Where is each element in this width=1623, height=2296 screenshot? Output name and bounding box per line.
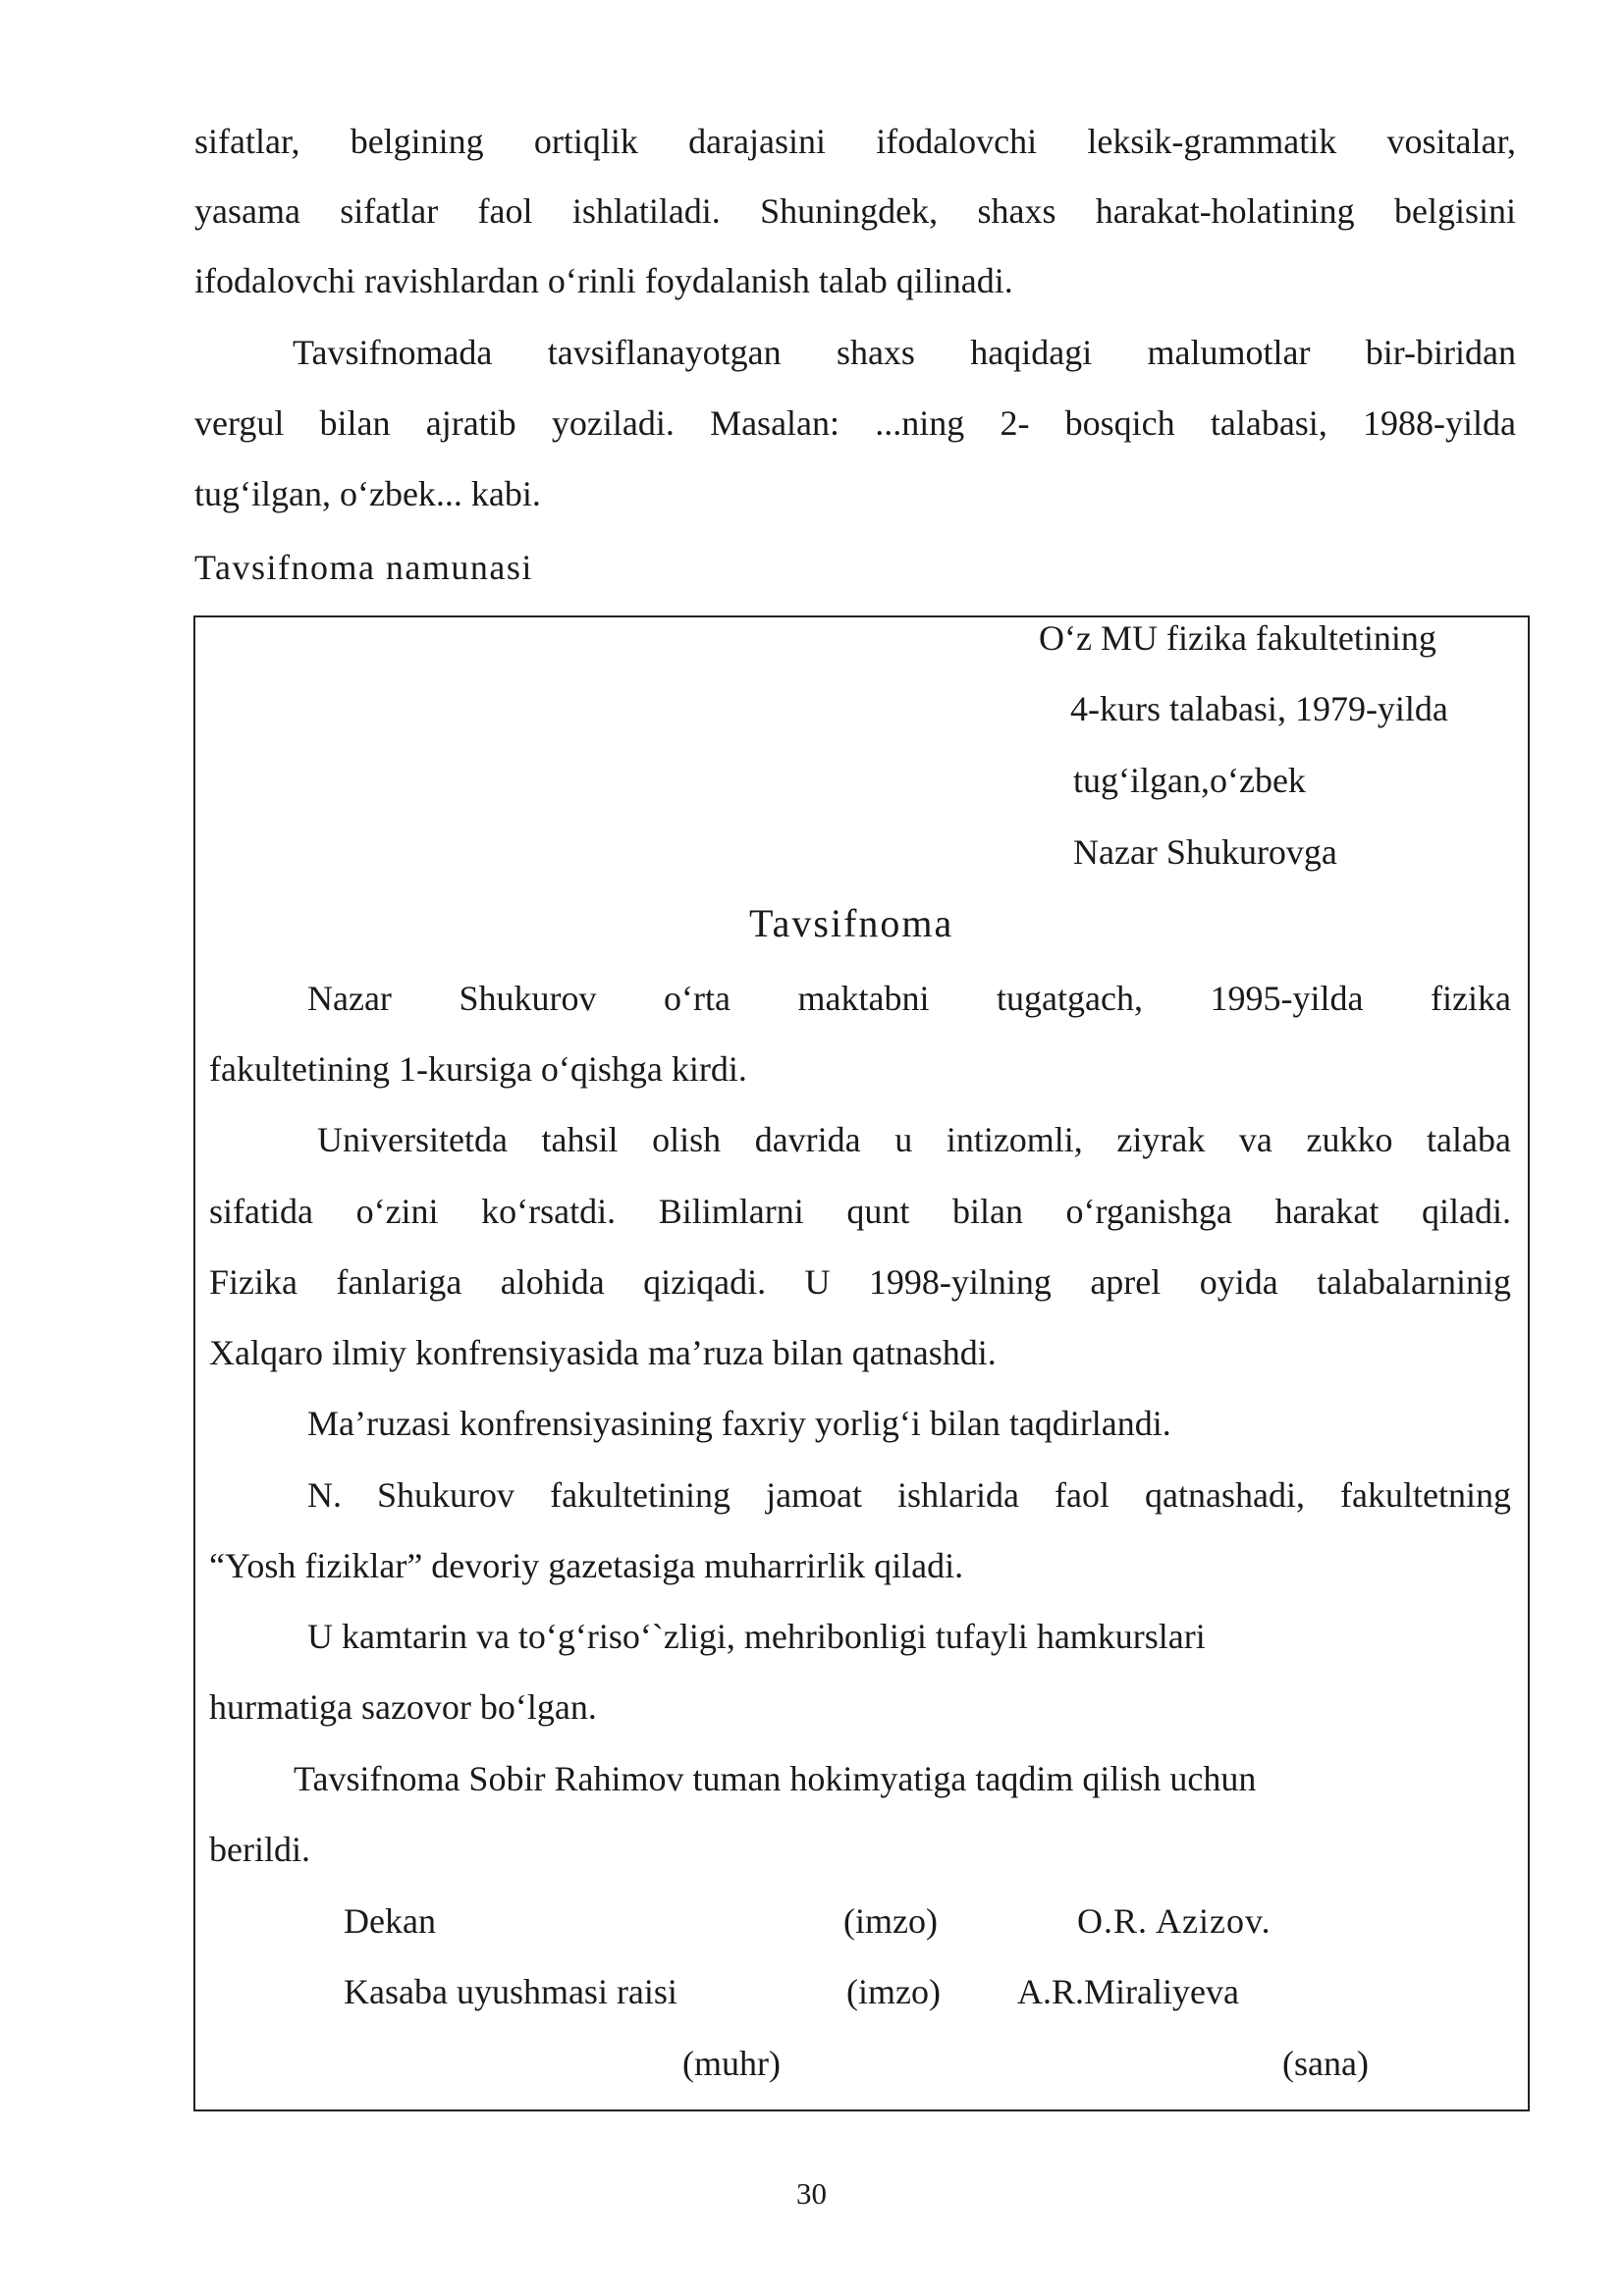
body-p6-line-1: Tavsifnoma Sobir Rahimov tuman hokimyatiga taqdim qilish uchun: [294, 1759, 1257, 1798]
body-p2-line-2: sifatida o‘zini ko‘rsatdi. Bilimlarni qunt bilan o‘rganishga harakat qiladi.: [209, 1192, 1511, 1231]
union-chair-name: A.R.Miraliyeva: [1017, 1972, 1239, 2011]
seal-placeholder: (muhr): [682, 2044, 781, 2083]
addressee-line-4: Nazar Shukurovga: [1073, 832, 1337, 872]
page-number: 30: [796, 2176, 827, 2211]
sample-heading: Tavsifnoma namunasi: [194, 548, 533, 587]
date-placeholder: (sana): [1282, 2044, 1369, 2083]
intro-paragraph-2-line-2: vergul bilan ajratib yoziladi. Masalan: ...ning 2- bosqich talabasi, 1988-yilda: [194, 403, 1516, 443]
body-p6-line-2: berildi.: [209, 1830, 310, 1869]
intro-paragraph-1-line-2: yasama sifatlar faol ishlatiladi. Shuningdek, shaxs harakat-holatining belgisini: [194, 191, 1516, 231]
union-chair-signature: (imzo): [846, 1972, 941, 2011]
union-chair-role: Kasaba uyushmasi raisi: [344, 1972, 677, 2011]
dean-role: Dekan: [344, 1901, 436, 1941]
intro-paragraph-2-line-3: tug‘ilgan, o‘zbek... kabi.: [194, 474, 541, 513]
dean-signature: (imzo): [843, 1901, 938, 1941]
body-p1-line-2: fakultetining 1-kursiga o‘qishga kirdi.: [209, 1049, 747, 1089]
body-p2-line-1: Universitetda tahsil olish davrida u intizomli, ziyrak va zukko talaba: [317, 1120, 1511, 1159]
addressee-line-1: O‘z MU fizika fakultetining: [1039, 618, 1436, 658]
body-p2-line-4: Xalqaro ilmiy konfrensiyasida ma’ruza bilan qatnashdi.: [209, 1333, 997, 1372]
body-p4-line-1: N. Shukurov fakultetining jamoat ishlarida faol qatnashadi, fakultetning: [307, 1475, 1511, 1515]
body-p5-line-2: hurmatiga sazovor bo‘lgan.: [209, 1687, 597, 1727]
sample-title: Tavsifnoma: [749, 901, 954, 945]
intro-paragraph-2-line-1: Tavsifnomada tavsiflanayotgan shaxs haqidagi malumotlar bir-biridan: [293, 333, 1516, 372]
body-p1-line-1: Nazar Shukurov o‘rta maktabni tugatgach, 1995-yilda fizika: [307, 979, 1511, 1018]
body-p2-line-3: Fizika fanlariga alohida qiziqadi. U 1998-yilning aprel oyida talabalarninig: [209, 1262, 1511, 1302]
body-p4-line-2: “Yosh fiziklar” devoriy gazetasiga muharrirlik qiladi.: [209, 1546, 964, 1585]
intro-paragraph-1-line-3: ifodalovchi ravishlardan o‘rinli foydalanish talab qilinadi.: [194, 261, 1013, 300]
addressee-line-2: 4-kurs talabasi, 1979-yilda: [1070, 689, 1448, 728]
dean-name: O.R. Azizov.: [1077, 1901, 1271, 1941]
intro-paragraph-1-line-1: sifatlar, belgining ortiqlik darajasini ifodalovchi leksik-grammatik vositalar,: [194, 122, 1516, 161]
body-p3: Ma’ruzasi konfrensiyasining faxriy yorlig‘i bilan taqdirlandi.: [307, 1404, 1171, 1443]
addressee-line-3: tug‘ilgan,o‘zbek: [1073, 761, 1306, 800]
body-p5-line-1: U kamtarin va to‘g‘riso‘`zligi, mehribonligi tufayli hamkurslari: [307, 1617, 1206, 1656]
